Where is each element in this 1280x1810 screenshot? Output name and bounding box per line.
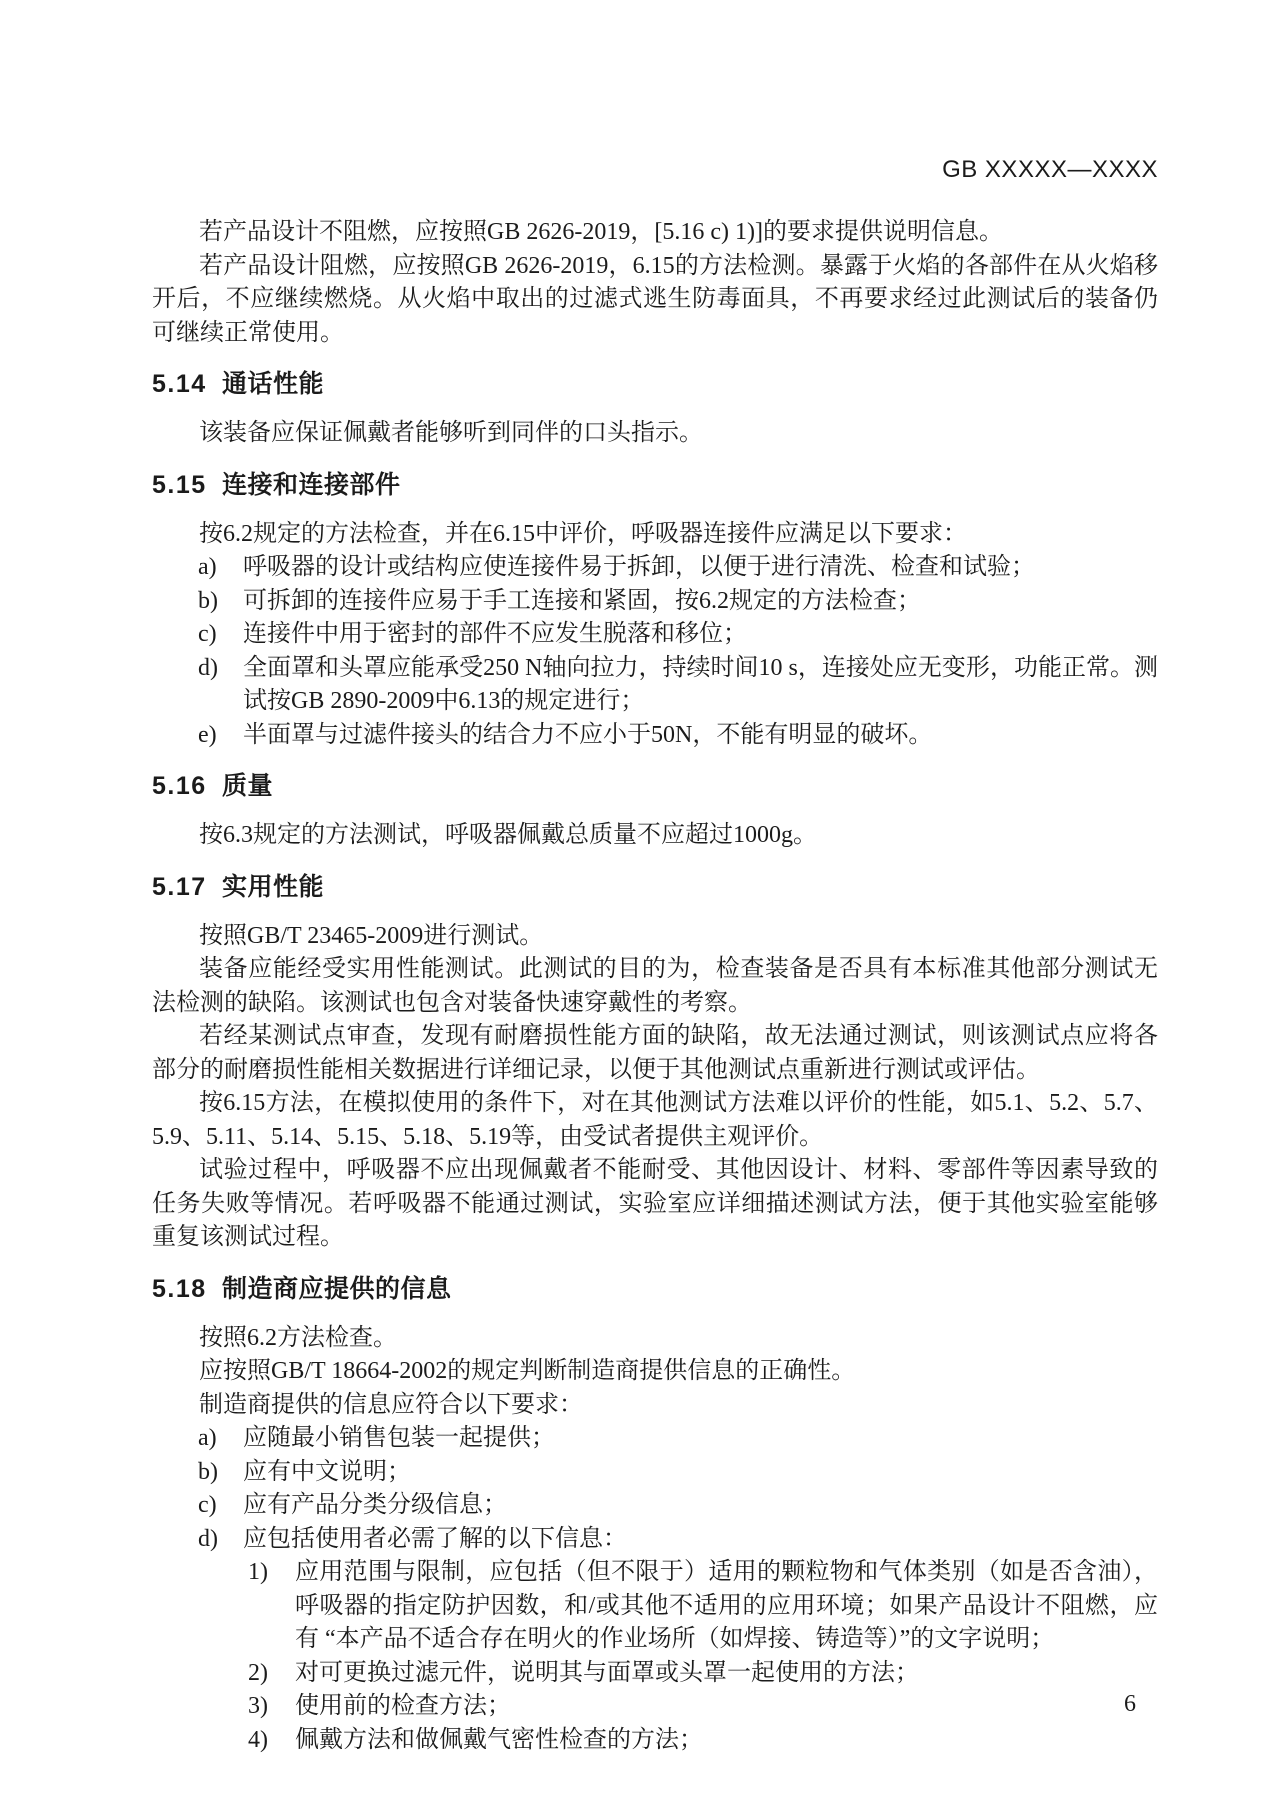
sublist-item-text: 对可更换过滤元件，说明其与面罩或头罩一起使用的方法； (295, 1659, 919, 1686)
list-item (152, 618, 1158, 652)
section-number: 5.16 (152, 772, 207, 800)
list-item-text: 应包括使用者必需了解的以下信息： (243, 1525, 627, 1552)
sublist-item-text: 使用前的检查方法； (295, 1693, 511, 1719)
list-item-label: d) (198, 1525, 218, 1552)
paragraph: 试验过程中，呼吸器不应出现佩戴者不能耐受、其他因设计、材料、零部件等因素导致的任务失败等情况。若呼吸器不能通过测试，实验室应详细描述测试方法，便于其他实验室能够重复该测试过程。 (152, 1157, 1158, 1250)
list-item-label: b) (198, 587, 218, 614)
paragraph: 制造商提供的信息应符合以下要求： (199, 1391, 583, 1418)
section-heading-5-17 (152, 870, 1158, 904)
paragraph: 装备应能经受实用性能测试。此测试的目的为，检查装备是否具有本标准其他部分测试无法检测的缺陷。该测试也包含对装备快速穿戴性的考察。 (152, 956, 1158, 1016)
list-item-text: 应随最小销售包装一起提供； (243, 1425, 555, 1451)
sublist-item (152, 1724, 1158, 1758)
list-item-label: c) (198, 1492, 217, 1518)
sublist-item (152, 1690, 1158, 1724)
section-heading-5-14 (152, 367, 1158, 401)
page-number: 6 (1124, 1691, 1136, 1717)
section-number: 5.14 (152, 370, 207, 398)
section-title: 质量 (222, 772, 274, 800)
sublist-item (152, 1556, 1158, 1657)
list-item-text: 应有中文说明； (243, 1458, 411, 1485)
paragraph: 按6.2规定的方法检查，并在6.15中评价，呼吸器连接件应满足以下要求： (199, 520, 967, 547)
list-item (152, 719, 1158, 753)
list-item-label: d) (198, 654, 218, 681)
list-item-label: b) (198, 1458, 218, 1485)
list-item-text: 可拆卸的连接件应易于手工连接和紧固，按6.2规定的方法检查； (243, 587, 921, 614)
standard-code-header: GB XXXXX—XXXX (942, 156, 1158, 183)
intro-paragraph: 若产品设计阻燃，应按照GB 2626-2019，6.15的方法检测。暴露于火焰的各部件在从火焰移开后，不应继续燃烧。从火焰中取出的过滤式逃生防毒面具，不再要求经过此测试后的装备仍可继续正常使用。 (152, 252, 1158, 346)
section-heading-5-18 (152, 1272, 1158, 1306)
section-number: 5.18 (152, 1274, 207, 1303)
list-item (152, 551, 1158, 585)
paragraph: 若经某测试点审查，发现有耐磨损性能方面的缺陷，故无法通过测试，则该测试点应将各部分的耐磨损性能相关数据进行详细记录，以便于其他测试点重新进行测试或评估。 (152, 1023, 1158, 1083)
sublist-item-text: 应用范围与限制，应包括（但不限于）适用的颗粒物和气体类别（如是否含油），呼吸器的指定防护因数，和/或其他不适用的应用环境；如果产品设计不阻燃，应有 “本产品不适合存在明火的作业场所（如焊接、铸造等）”的文字说明； (295, 1559, 1158, 1652)
list-item-text: 半面罩与过滤件接头的结合力不应小于50N，不能有明显的破坏。 (243, 721, 933, 748)
sublist-item-label: 3) (248, 1693, 268, 1719)
list-item (152, 652, 1158, 719)
paragraph: 按照6.2方法检查。 (199, 1324, 397, 1351)
sublist-item-label: 2) (248, 1659, 268, 1686)
section-title: 连接和连接部件 (222, 470, 401, 499)
paragraph: 按照GB/T 23465-2009进行测试。 (199, 922, 544, 949)
sublist-item-label: 1) (248, 1559, 268, 1585)
list-item-text: 全面罩和头罩应能承受250 N轴向拉力，持续时间10 s，连接处应无变形，功能正常。测试按GB 2890-2009中6.13的规定进行； (243, 654, 1158, 714)
list-item (152, 1422, 1158, 1456)
paragraph: 该装备应保证佩戴者能够听到同伴的口头指示。 (199, 420, 703, 446)
section-number: 5.17 (152, 872, 207, 901)
paragraph: 应按照GB/T 18664-2002的规定判断制造商提供信息的正确性。 (199, 1358, 856, 1384)
section-number: 5.15 (152, 470, 207, 499)
paragraph: 按6.3规定的方法测试，呼吸器佩戴总质量不应超过1000g。 (199, 822, 817, 848)
page-content (152, 157, 1158, 1757)
sublist-item-text: 佩戴方法和做佩戴气密性检查的方法； (295, 1726, 703, 1753)
list-item (152, 1523, 1158, 1557)
list-item-label: a) (198, 1425, 217, 1451)
list-item-label: e) (198, 721, 217, 748)
paragraph: 按6.15方法，在模拟使用的条件下，对在其他测试方法难以评价的性能，如5.1、5.2、5.7、5.9、5.11、5.14、5.15、5.18、5.19等，由受试者提供主观评价。 (152, 1090, 1158, 1150)
list-item-text: 呼吸器的设计或结构应使连接件易于拆卸，以便于进行清洗、检查和试验； (243, 554, 1035, 580)
list-item-text: 连接件中用于密封的部件不应发生脱落和移位； (243, 621, 747, 647)
list-item-label: a) (198, 554, 217, 580)
list-item (152, 1489, 1158, 1523)
section-title: 制造商应提供的信息 (222, 1274, 452, 1303)
sublist-item (152, 1657, 1158, 1691)
intro-paragraph: 若产品设计不阻燃，应按照GB 2626-2019，[5.16 c) 1)]的要求提供说明信息。 (199, 219, 1003, 245)
section-heading-5-16 (152, 769, 1158, 803)
list-item (152, 1456, 1158, 1490)
sublist-item-label: 4) (248, 1726, 268, 1753)
list-item (152, 585, 1158, 619)
section-heading-5-15 (152, 468, 1158, 502)
list-item-text: 应有产品分类分级信息； (243, 1492, 507, 1518)
section-title: 实用性能 (222, 872, 325, 901)
list-item-label: c) (198, 621, 217, 647)
section-title: 通话性能 (222, 370, 325, 398)
